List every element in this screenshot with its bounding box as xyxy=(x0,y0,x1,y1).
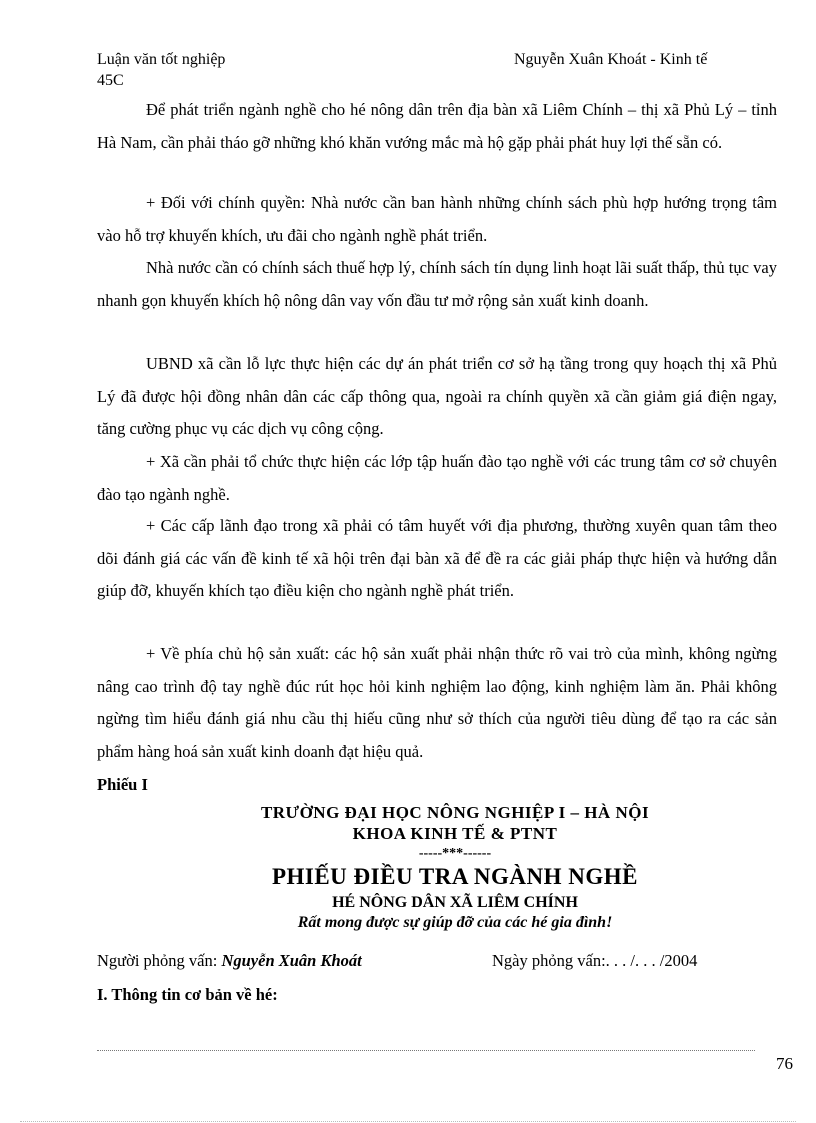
paragraph: UBND xã cần lỗ lực thực hiện các dự án phát triển cơ sở hạ tầng trong quy hoạch thị xã Phủ Lý đã được hội đồng nhân dân các cấp thông qua, ngoài ra chính quyền xã cần giảm giá điện ngay, tăng cường phục vụ các dịch vụ công cộng. xyxy=(97,354,777,438)
paragraph: + Về phía chủ hộ sản xuất: các hộ sản xuất phải nhận thức rõ vai trò của mình, không ngừng nâng cao trình độ tay nghề đúc rút học hỏi kinh nghiệm lao động, kinh nghiệm làm ăn. Phải không ngừng tìm hiểu đánh giá nhu cầu thị hiếu cũng như sở thích của người tiêu dùng để tạo ra các sản phẩm hàng hoá sản xuất kinh doanh đạt hiệu quả. xyxy=(97,644,777,761)
survey-note: Rất mong được sự giúp đỡ của các hé gia đình! xyxy=(297,914,613,931)
paragraph: + Các cấp lãnh đạo trong xã phải có tâm huyết với địa phương, thường xuyên quan tâm theo dõi đánh giá các vấn đề kinh tế xã hội trên đại bàn xã để đề ra các giải pháp thực hiện và hướng dẫn giúp đỡ, khuyến khích tạo điều kiện cho ngành nghề phát triển. xyxy=(97,516,777,600)
faculty-name: KHOA KINH TẾ & PTNT xyxy=(352,824,558,843)
section-heading: I. Thông tin cơ bản về hé: xyxy=(97,985,278,1004)
paragraph: + Đối với chính quyền: Nhà nước cần ban hành những chính sách phù hợp hướng trọng tâm vào hỗ trợ khuyến khích, ưu đãi cho ngành nghề phát triển. xyxy=(97,193,777,245)
paragraph: + Xã cần phải tổ chức thực hiện các lớp tập huấn đào tạo nghề với các trung tâm cơ sở chuyên đào tạo ngành nghề. xyxy=(97,452,777,504)
footer-divider xyxy=(97,1050,755,1051)
header-left: Luận văn tốt nghiệp xyxy=(97,51,226,68)
university-name: TRƯỜNG ĐẠI HỌC NÔNG NGHIỆP I – HÀ NỘI xyxy=(260,803,650,822)
separator: -----***------ xyxy=(418,846,492,861)
form-label: Phiếu I xyxy=(97,775,148,794)
interviewer-line xyxy=(97,950,362,972)
interviewer-name: Nguyễn Xuân Khoát xyxy=(221,951,362,970)
survey-title: PHIẾU ĐIỀU TRA NGÀNH NGHỀ xyxy=(271,864,639,889)
header-wrap: 45C xyxy=(97,72,124,89)
interviewer-label: Người phỏng vấn: xyxy=(97,951,222,970)
paragraph: Để phát triển ngành nghề cho hé nông dân trên địa bàn xã Liêm Chính – thị xã Phủ Lý – tỉnh Hà Nam, cần phải tháo gỡ những khó khăn vướng mắc mà hộ gặp phải phát huy lợi thế sẵn có. xyxy=(97,100,777,152)
survey-subtitle: HÉ NÔNG DÂN XÃ LIÊM CHÍNH xyxy=(332,894,578,911)
header-right: Nguyễn Xuân Khoát - Kinh tế xyxy=(514,51,708,68)
page-edge-divider xyxy=(20,1121,796,1122)
interview-date: Ngày phỏng vấn:. . . /. . . /2004 xyxy=(492,951,698,970)
paragraph: Nhà nước cần có chính sách thuế hợp lý, chính sách tín dụng linh hoạt lãi suất thấp, thủ tục vay nhanh gọn khuyến khích hộ nông dân vay vốn đầu tư mở rộng sản xuất kinh doanh. xyxy=(97,258,777,310)
page-number: 76 xyxy=(776,1054,793,1073)
